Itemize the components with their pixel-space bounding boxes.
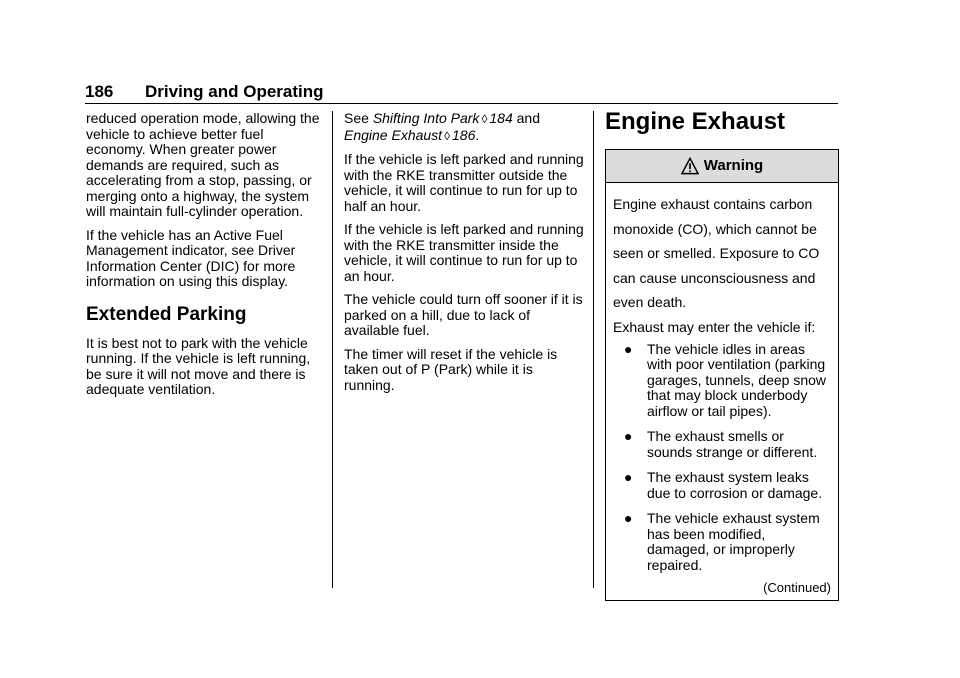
column-divider-1 (332, 111, 333, 588)
page-ref-icon: ◊ (481, 112, 488, 126)
warning-bullet-list (613, 342, 831, 574)
warning-title: Warning (703, 157, 764, 175)
xref-shifting-into-park[interactable]: Shifting Into Park (372, 110, 480, 126)
list-item: ● The vehicle idles in areas with poor ventilation (parking garages, tunnels, deep snow that may block underbody airflow or tail pipes). (624, 340, 827, 419)
paragraph-rke-inside: If the vehicle is left parked and running with the RKE transmitter inside the vehicle, it will continue to run for up to an hour. (344, 221, 584, 284)
warning-body (606, 183, 838, 600)
column-2 (344, 111, 584, 401)
paragraph-park-running: It is best not to park with the vehicle running. If the vehicle is left running, be sure it will not move and there is adequate ventilation. (86, 334, 311, 397)
heading-extended-parking: Extended Parking (86, 303, 247, 325)
warning-triangle-icon (681, 157, 699, 175)
page-number: 186 (85, 82, 114, 101)
list-item: ● The exhaust system leaks due to corrosion or damage. (624, 469, 823, 501)
bullet-dot: ● (624, 428, 633, 444)
xref-page-184[interactable]: 184 (489, 110, 513, 126)
warning-header (606, 150, 838, 183)
paragraph-fuel-economy: reduced operation mode, allowing the vehicle to achieve better fuel economy. When greater power demands are required, such as accelerating from a stop, passing, or merging onto a highway, the system will maintain full-cylinder operation. (86, 110, 320, 219)
list-item: ● The exhaust smells or sounds strange or different. (624, 428, 818, 460)
bullet-dot: ● (624, 340, 633, 357)
heading-engine-exhaust: Engine Exhaust (605, 108, 786, 135)
paragraph-timer-reset: The timer will reset if the vehicle is taken out of P (Park) while it is running. (344, 345, 558, 393)
warning-box (605, 149, 839, 601)
xref-engine-exhaust[interactable]: Engine Exhaust (344, 126, 443, 143)
paragraph-rke-outside: If the vehicle is left parked and running with the RKE transmitter outside the vehicle, it will continue to run for up to half an hour. (344, 151, 584, 214)
page-ref-icon: ◊ (444, 128, 451, 143)
column-divider-2 (593, 111, 594, 588)
page-header (85, 82, 838, 104)
column-3 (605, 107, 839, 601)
bullet-dot: ● (624, 469, 633, 485)
warning-paragraph-co: Engine exhaust contains carbon monoxide (CO), which cannot be seen or smelled. Exposure to CO can cause unconsciousness and even death. (613, 196, 820, 310)
bullet-dot: ● (624, 510, 633, 526)
warning-paragraph-intro: Exhaust may enter the vehicle if: (613, 318, 816, 335)
list-item: ● The vehicle exhaust system has been modified, damaged, or improperly repaired. (624, 510, 820, 573)
paragraph-see-refs: See Shifting Into Park ◊ 184 and Engine Exhaust ◊ 186. (344, 110, 540, 143)
paragraph-hill: The vehicle could turn off sooner if it is parked on a hill, due to lack of available fuel. (344, 291, 583, 338)
section-title: Driving and Operating (145, 82, 324, 101)
header-rule (85, 103, 838, 104)
continued-label: (Continued) (763, 580, 831, 595)
paragraph-afm-indicator: If the vehicle has an Active Fuel Management indicator, see Driver Information Center (DIC) for more information on using this display. (86, 226, 296, 289)
column-1 (86, 111, 322, 406)
xref-page-186[interactable]: 186 (452, 126, 476, 143)
